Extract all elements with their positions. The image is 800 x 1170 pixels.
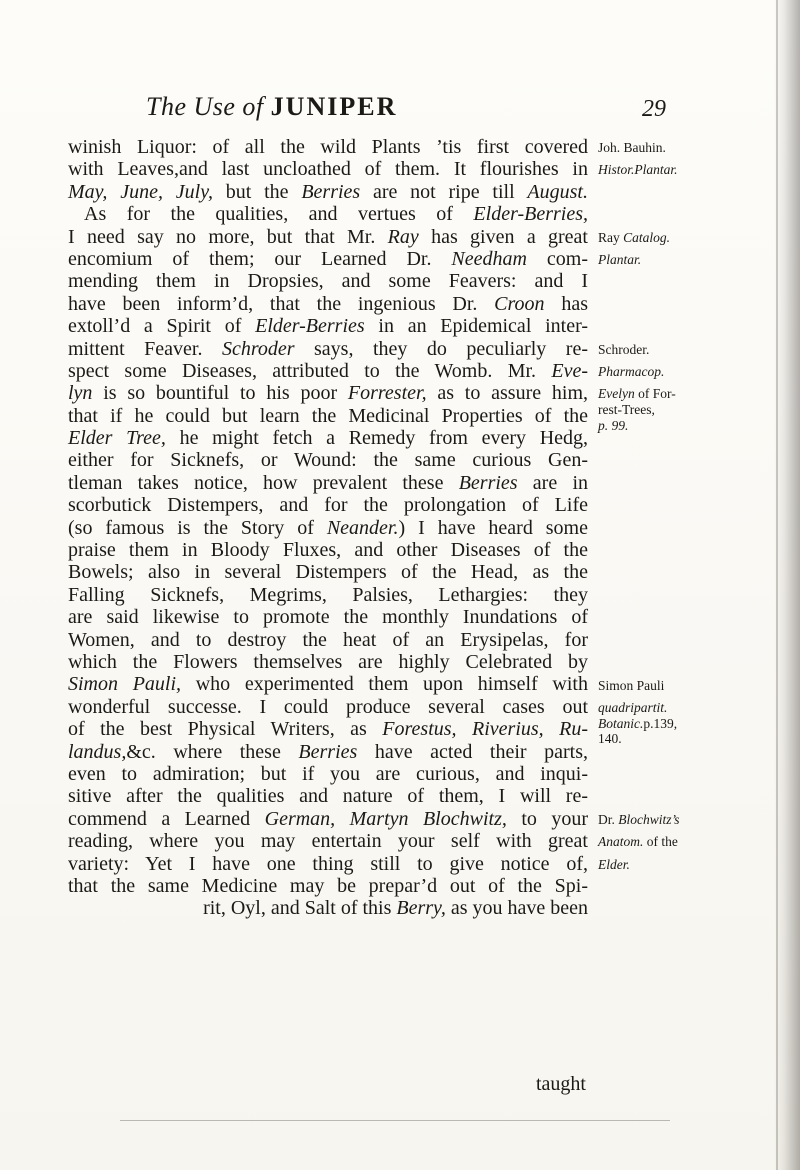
text-run: commend a Learned [68,807,265,830]
text-line [68,606,588,628]
text-line [68,561,588,583]
text-line [68,203,588,225]
margin-note-run: Blochwitz’s [618,812,680,827]
text-line [68,338,588,360]
text-line [68,248,588,270]
text-line [68,673,588,695]
text-line [68,427,588,449]
margin-note-run: Elder. [598,856,630,872]
text-run: even to admiration; but if you are curious, and inqui- [68,762,588,785]
text-run: is so bountiful to his poor [92,382,348,405]
text-run: ) I have heard some [398,516,588,539]
text-line [68,517,588,539]
margin-note [598,418,628,433]
text-run: com- [526,247,588,270]
body-text [68,136,588,920]
text-line [68,270,588,292]
text-run: (so famous is the Story of [68,516,327,539]
margin-note-run: Catalog. [623,229,671,245]
text-run: says, they do peculiarly re- [294,337,588,360]
margin-note [598,700,667,715]
text-line [68,853,588,875]
text-run: As for the qualities, and vertues of [84,203,474,226]
text-run: spect some Diseases, attributed to the Womb. Mr. [68,359,552,382]
page-number: 29 [642,96,666,122]
italic-run: Elder-Berries [255,315,365,338]
text-run: rit, Oyl, and Salt of this [203,897,397,920]
margin-note-run: Histor.Plantar. [598,162,678,178]
text-run: Bowels; also in several Distempers of the Head, as the [68,561,588,584]
text-line [68,382,588,404]
text-run: encomium of them; our Learned Dr. [68,247,452,270]
margin-note [598,342,649,357]
text-run: sitive after the qualities and nature of them, I will re- [68,785,588,808]
margin-note-run: of For- [634,386,676,402]
margin-note [598,364,664,379]
margin-note [598,731,622,746]
margin-note [598,812,680,827]
catchword: taught [536,1073,586,1095]
text-run: winish Liquor: of all the wild Plants ’tis first covered [68,136,588,158]
italic-run: Ray [387,225,419,248]
italic-run: Croon [494,292,545,315]
margin-note-run: Dr. [598,812,619,827]
running-title [146,92,397,122]
margin-note-run: Simon Pauli [598,677,665,693]
margin-note [598,230,670,245]
italic-run: Elder-Berries, [473,203,588,226]
text-line [68,629,588,651]
text-line [68,226,588,248]
text-run: has given a great [418,225,588,248]
text-run: but the [212,180,302,203]
text-run: &c. where these [126,740,299,763]
italic-run: landus, [68,740,127,763]
text-run: extoll’d a Spirit of [68,315,256,338]
text-line [68,315,588,337]
margin-note [598,857,630,872]
text-run: who experimented them upon himself with [181,673,588,696]
margin-note [598,140,666,155]
margin-note-run: Plantar. [598,252,642,267]
italic-run: Berries [301,180,361,203]
bottom-rule [120,1120,670,1121]
text-line [68,741,588,763]
text-run: that the same Medicine may be prepar’d out of the Spi- [68,874,588,897]
text-run: are not ripe till [360,180,528,203]
text-line [68,158,588,180]
text-run: I need say no more, but that Mr. [68,225,388,248]
text-run: are said likewise to promote the monthly Inundations of [68,606,588,629]
text-run: has [544,292,588,315]
italic-run: Neander. [326,516,399,539]
italic-run: Eve- [551,359,588,382]
page-header [146,92,666,126]
text-run: as to assure him, [426,382,589,405]
margin-note-run: Joh. Bauhin. [598,140,666,155]
margin-note-run: Botanic. [598,715,644,731]
text-line [68,897,588,919]
running-title-italic: The Use of [146,92,264,121]
text-run: praise them in Bloody Fluxes, and other Diseases of the [68,539,588,562]
text-run: he might fetch a Remedy from every Hedg, [165,427,589,450]
margin-note-run: quadripartit. [598,700,668,715]
text-run: either for Sicknefs, or Wound: the same curious Gen- [68,449,588,472]
italic-run: Berry, [396,897,446,920]
italic-run: Elder Tree, [68,427,166,450]
italic-run: Needham [451,247,527,270]
margin-note-run: rest-Trees, [598,402,655,418]
text-line [68,293,588,315]
text-run: with Leaves,and last uncloathed of them. It flourishes in [68,158,588,181]
margin-note [598,252,641,267]
italic-run: Forrester, [347,382,427,405]
margin-note [598,402,655,417]
italic-run: May, June, July, [68,180,213,203]
text-run: in an Epidemical inter- [364,315,589,338]
italic-run: Berries [298,740,358,763]
text-run: have been inform’d, that the ingenious Dr. [68,292,495,315]
text-line [68,405,588,427]
margin-note-run: Schroder. [598,341,650,357]
text-run: variety: Yet I have one thing still to give notice of, [68,852,588,875]
margin-note-run: Ray [598,229,624,245]
italic-run: August. [527,180,588,203]
italic-run: Schroder [221,337,295,360]
text-run: scorbutick Distempers, and for the prolongation of Life [68,494,588,517]
text-line [68,763,588,785]
text-run: to your [506,807,588,830]
text-line [68,584,588,606]
text-line [68,360,588,382]
text-line [68,494,588,516]
text-run: which the Flowers themselves are highly Celebrated by [68,650,588,673]
text-line [68,539,588,561]
text-run: Women, and to destroy the heat of an Erysipelas, for [68,628,588,651]
text-line [68,449,588,471]
text-run: Falling Sicknefs, Megrims, Palsies, Lethargies: they [68,583,588,606]
text-run: wonderful successe. I could produce several cases out [68,695,588,718]
text-run: mending them in Dropsies, and some Feavers: and I [68,270,588,293]
text-line [68,875,588,897]
margin-note-run: 140. [598,731,622,747]
text-line [68,808,588,830]
text-line [68,651,588,673]
italic-run: German, Martyn Blochwitz, [264,807,507,830]
margin-note-run: Anatom. [598,834,644,850]
italic-run: Berries [458,471,518,494]
text-line [68,830,588,852]
text-line [68,472,588,494]
margin-note [598,386,676,401]
italic-run: Forestus, Riverius, Ru- [382,718,588,741]
text-run: mittent Feaver. [68,337,222,360]
italic-run: lyn [68,382,93,405]
text-run: are in [517,471,588,494]
text-run: tleman takes notice, how prevalent these [68,471,459,494]
page-edge [774,0,800,1170]
text-run: of the best Physical Writers, as [68,718,383,741]
margin-note [598,834,678,849]
text-run: have acted their parts, [357,740,588,763]
margin-note [598,162,678,177]
text-line [68,718,588,740]
text-line [68,181,588,203]
text-run: that if he could but learn the Medicinal Properties of the [68,404,588,427]
text-line [68,136,588,158]
margin-note [598,716,677,731]
margin-note-run: Pharmacop. [598,364,665,379]
margin-note-run: p. 99. [598,417,629,433]
italic-run: Simon Pauli, [68,673,182,696]
margin-note [598,678,664,693]
margin-note-run: of the [643,834,678,850]
margin-note-run: Evelyn [598,386,635,402]
text-line [68,696,588,718]
text-run: reading, where you may entertain your self with great [68,830,588,853]
margin-note-run: p.139, [643,715,678,731]
running-title-caps: JUNIPER [270,92,398,121]
text-run: as you have been [445,897,588,920]
text-line [68,785,588,807]
